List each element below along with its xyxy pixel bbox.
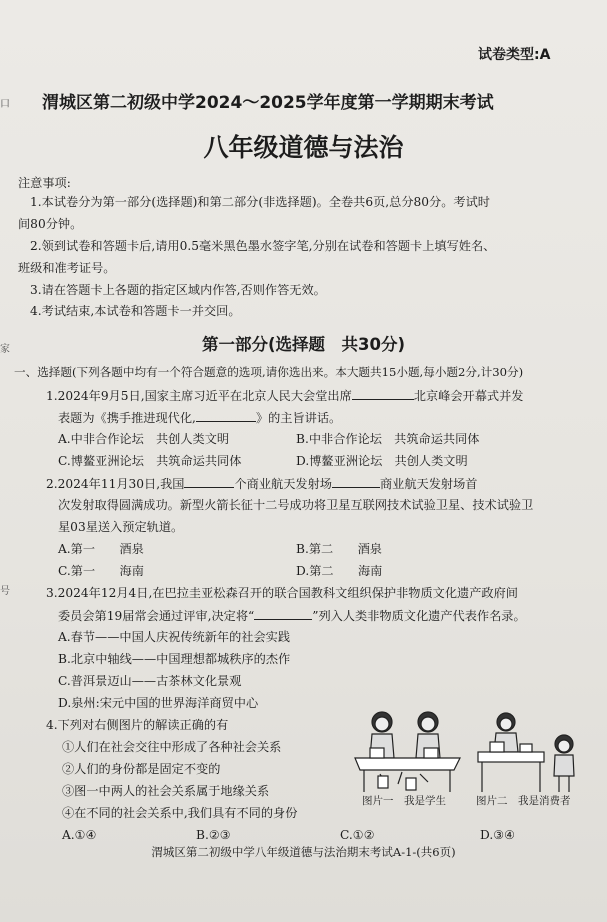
q2-line1: 2.2024年11月30日,我国 个商业航天发射场 商业航天发射场首 (46, 477, 478, 491)
q4-illustration (350, 700, 590, 810)
caption-two: 图片二 我是消费者 (476, 795, 571, 807)
q1-line1: 1.2024年9月5日,国家主席习近平在北京人民大会堂出席 北京峰会开幕式并发 (46, 389, 524, 403)
notice-line: 3.请在答题卡上各题的指定区域内作答,否则作答无效。 (30, 283, 326, 297)
q3-option-a: A.春节——中国人庆祝传统新年的社会实践 (58, 630, 291, 644)
margin-mark: 口 (0, 99, 10, 110)
picture-two-shop (478, 713, 574, 792)
notice-line: 2.领到试卷和答题卡后,请用0.5毫米黑色墨水签字笔,分别在试卷和答题卡上填写姓名、 (30, 239, 496, 253)
q2-option-b: B.第二 酒泉 (296, 542, 382, 556)
q3-option-d: D.泉州:宋元中国的世界海洋商贸中心 (58, 696, 259, 710)
q1-option-a: A.中非合作论坛 共创人类文明 (58, 432, 230, 446)
q4-option-c: C.①② (340, 828, 375, 842)
answer-blank (196, 409, 256, 422)
school-title: 渭城区第二初级中学2024～2025学年度第一学期期末考试 (42, 93, 494, 113)
answer-blank (352, 387, 414, 400)
q1-option-c: C.博鳌亚洲论坛 共筑命运共同体 (58, 454, 242, 468)
paper-type: 试卷类型:A (478, 47, 551, 63)
margin-mark: 号 (0, 586, 10, 597)
notice-line: 1.本试卷分为第一部分(选择题)和第二部分(非选择题)。全卷共6页,总分80分。考试时 (30, 195, 490, 209)
q4-option-b: B.②③ (196, 828, 231, 842)
q4-item-2: ②人们的身份都是固定不变的 (62, 762, 221, 776)
q3-option-b: B.北京中轴线——中国理想都城秩序的杰作 (58, 652, 291, 666)
q3-line2: 委员会第19届常会通过评审,决定将“ ”列入人类非物质文化遗产代表作名录。 (58, 609, 526, 623)
notice-heading: 注意事项: (18, 176, 71, 190)
q3-option-c: C.普洱景迈山——古茶林文化景观 (58, 674, 242, 688)
notice-line: 班级和准考证号。 (18, 261, 116, 275)
q1-line2: 表题为《携手推进现代化, 》的主旨讲话。 (58, 411, 342, 425)
q4-item-4: ④在不同的社会关系中,我们具有不同的身份 (62, 806, 298, 820)
section-intro: 一、选择题(下列各题中均有一个符合题意的选项,请你选出来。本大题共15小题,每小题2分,计30分) (14, 365, 524, 379)
q4-item-1: ①人们在社会交往中形成了各种社会关系 (62, 740, 282, 754)
q1-option-d: D.博鳌亚洲论坛 共创人类文明 (296, 454, 468, 468)
margin-mark: 家 (0, 344, 10, 355)
q2-line3: 星03星送入预定轨道。 (58, 520, 184, 534)
q4-item-3: ③图一中两人的社会关系属于地缘关系 (62, 784, 270, 798)
picture-one-students (355, 712, 460, 792)
q4-option-d: D.③④ (480, 828, 516, 842)
part1-title: 第一部分(选择题 共30分) (201, 335, 406, 354)
q2-option-d: D.第二 海南 (296, 564, 383, 578)
q3-line1: 3.2024年12月4日,在巴拉圭亚松森召开的联合国教科文组织保护非物质文化遗产政府间 (46, 586, 518, 600)
notice-line: 间80分钟。 (18, 217, 83, 231)
answer-blank (254, 607, 312, 620)
q2-option-c: C.第一 海南 (58, 564, 144, 578)
answer-blank (332, 475, 380, 488)
q1-option-b: B.中非合作论坛 共筑命运共同体 (296, 432, 480, 446)
caption-one: 图片一 我是学生 (362, 795, 446, 807)
q4-option-a: A.①④ (62, 828, 97, 842)
subject-title: 八年级道德与法治 (203, 133, 404, 162)
q4-stem: 4.下列对右侧图片的解读正确的有 (46, 718, 229, 732)
notice-line: 4.考试结束,本试卷和答题卡一并交回。 (30, 304, 241, 318)
page-footer: 渭城区第二初级中学八年级道德与法治期末考试A-1-(共6页) (151, 845, 456, 859)
q2-line2: 次发射取得圆满成功。新型火箭长征十二号成功将卫星互联网技术试验卫星、技术试验卫 (58, 498, 534, 512)
answer-blank (184, 475, 234, 488)
q2-option-a: A.第一 酒泉 (58, 542, 144, 556)
